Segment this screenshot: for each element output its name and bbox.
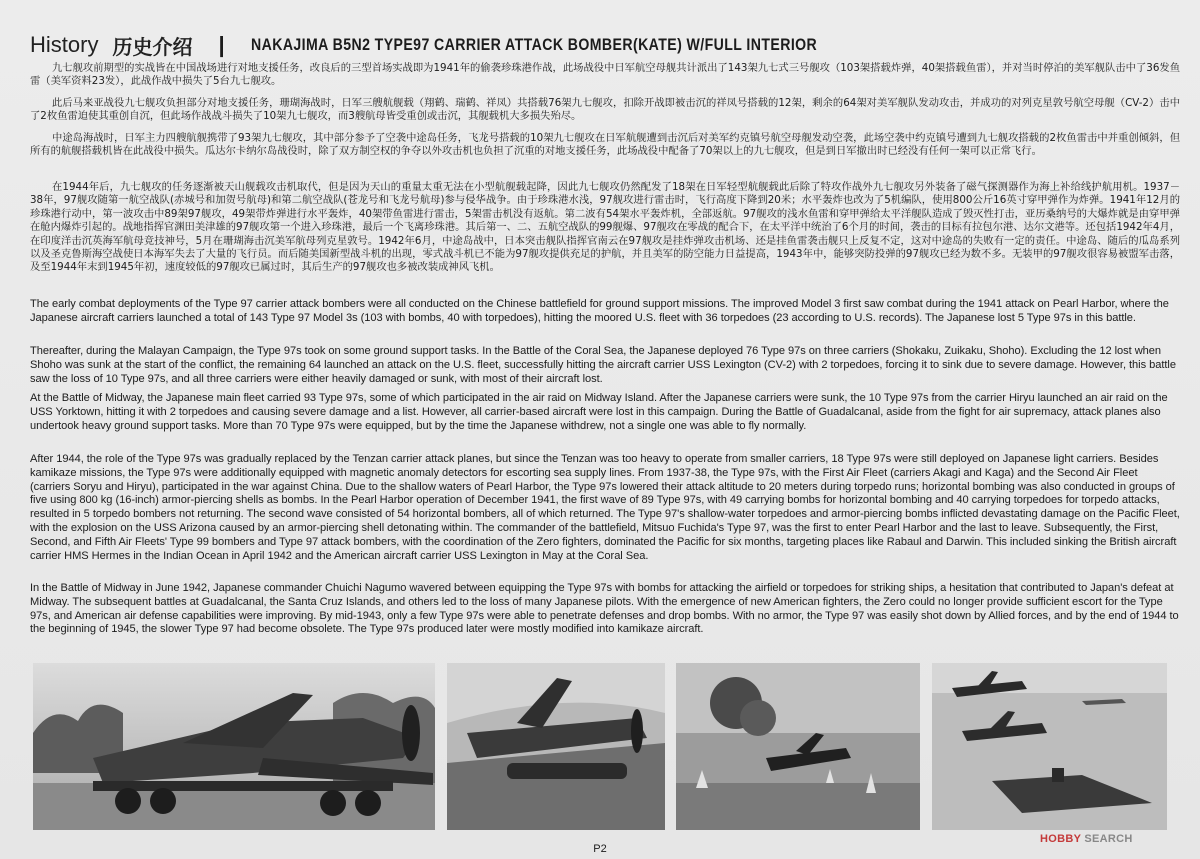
history-heading-en: History [30,32,99,57]
header-separator: | [218,32,225,57]
page-header [30,30,1180,60]
history-heading-cn: 历史介绍 [112,34,193,59]
photo-formation-over-fleet [932,663,1167,830]
en-paragraph-2: Thereafter, during the Malayan Campaign, the Type 97s took on some ground support tasks. In the Battle of the Coral Sea, the Japanese deployed 76 Type 97s on three carriers (Shokaku, Zuikaku, Shoho). Excluding the 12 lost when Shoho was sunk at the start of the conflict, the remaining 64 launched an attack on the U.S. fleet, successfully hitting the aircraft carrier USS Lexington (CV-2) with 2 torpedoes, forcing it to sink due to severe damage. However, this battle saw the loss of 10 Type 97s, and all three carriers were either heavily damaged or sunk, with most of their aircraft lost. [30,345,1176,385]
cn-paragraph-2: 此后马来亚战役九七舰攻负担部分对地支援任务，珊瑚海战时，日军三艘航舰载（翔鹤、瑞鹤、祥凤）共搭载76架九七舰攻，扣除开战即被击沉的祥凤号搭载的12架，剩余的64架对美军舰队发动攻击，并成功的对列克星敦号航空母舰（CV-2）击中了2枚鱼雷迫使其重创自沉，但此场作战战斗损失了10架九七舰攻，而3艘航母皆受重创或击沉，其舰载机大多损失殆尽。 [30,97,1180,123]
en-paragraph-5: In the Battle of Midway in June 1942, Japanese commander Chuichi Nagumo wavered between equipping the Type 97s with bombs for attacking the airfield or torpedoes for striking ships, a hesitation that contributed to Japan's defeat at Midway. The subsequent battles at Guadalcanal, the Santa Cruz Islands, and others led to the loss of many Japanese pilots. With the emergence of new American fighters, the Zero could no longer provide sufficient escort for the Type 97s, and American air defense capabilities were improving. By mid-1943, only a few Type 97s were able to penetrate defenses and drop bombs. With no armor, the Type 97 was easily shot down by Allied forces, and by the end of 1944 to the beginning of 1945, the slower Type 97 had become obsolete. The Type 97s produced later were mostly modified into kamikaze aircraft. [30,582,1179,636]
kit-title: NAKAJIMA B5N2 TYPE97 CARRIER ATTACK BOMBER(KATE) W/FULL INTERIOR [250,35,817,54]
en-paragraph-1: The early combat deployments of the Type 97 carrier attack bombers were all conducted on the Chinese battlefield for ground support missions. The improved Model 3 first saw combat during the 1941 attack on Pearl Harbor, where the Japanese aircraft carriers launched a total of 143 Type 97 Model 3s (103 with bombs, 40 with torpedoes), hitting the moored U.S. fleet with 36 torpedoes (23 according to U.S. records). The Japanese lost 5 Type 97s in this battle. [30,298,1169,324]
watermark-search: SEARCH [1084,833,1133,845]
watermark [1040,833,1133,845]
photo-kate-on-deck [447,663,665,830]
cn-paragraph-1: 九七舰攻前期型的实战皆在中国战场进行对地支援任务，改良后的三型首场实战即为1941年的偷袭珍珠港作战，此场战役中日军航空母舰共计派出了143架九七式三号舰攻（103架搭载炸弹，40架搭载鱼雷），并对当时停泊的美军舰队击中了36发鱼雷（美军资料23发），此战作战中损失了5台九七舰攻。 [30,62,1180,88]
photo-attack-explosions [676,663,920,830]
cn-paragraph-3: 中途岛海战时，日军主力四艘航舰携带了93架九七舰攻，其中部分参予了空袭中途岛任务，飞龙号搭载的10架九七舰攻在日军航舰遭到击沉后对美军约克镇号航空母舰发动空袭，此场空袭中约克镇号遭到九七舰攻搭载的2枚鱼雷击中并重创倾斜，但所有的航舰搭载机皆在此战役中损失。瓜达尔卡纳尔岛战役时，除了双方制空权的争夺以外攻击机也负担了沉重的对地支援任务，此场战役中配备了70架以上的九七舰攻，但是到日军撤出时已经没有任何一架可以正常飞行。 [30,132,1180,158]
en-paragraph-3: At the Battle of Midway, the Japanese main fleet carried 93 Type 97s, some of which participated in the air raid on Midway Island. After the Japanese carriers were sunk, the 10 Type 97s from the carrier Hiryu launched an air raid on the USS Yorktown, hitting it with 2 torpedoes and causing severe damage and a list. However, all carrier-based aircraft were lost in this campaign. During the Battle of Guadalcanal, aside from the fight for air supremacy, attack planes also undertook heavy ground support tasks. More than 70 Type 97s were equipped, but by the time the Japanese withdrew, not a single one was able to fly normally. [30,392,1168,432]
photo-kate-on-trailer [33,663,435,830]
cn-paragraph-4: 在1944年后，九七舰攻的任务逐渐被天山舰载攻击机取代，但是因为天山的重量太重无法在小型航舰载起降，因此九七舰攻仍然配发了18架在日军轻型航舰载此后除了特攻作战外九七舰攻另外装备了磁气探测器作为海上补给线护航用机。1937－38年，97舰攻随第一航空战队(赤城号和加贺号航母)和第二航空战队(苍龙号和飞龙号航母)参与侵华战争。由于珍珠港水浅，97舰攻进行雷击时，飞行高度下降到20米；水平轰炸也改为了5机编队，使用800公斤16英寸穿甲弹作为炸弹。1941年12月的珍珠港行动中，第一波攻击中89架97舰攻，49架带炸弹进行水平轰炸，40架带鱼雷进行雷击，5架雷击机没有返航。第二波有54架水平轰炸机，全部返航。97舰攻的浅水鱼雷和穿甲弹给太平洋舰队造成了毁灭性打击，亚历桑纳号的大爆炸就是由穿甲弹在舱内爆炸引起的。战地指挥官渊田美津雄的97舰攻第一个进入珍珠港，最后一个飞离珍珠港。其后第一、二、五航空战队的99舰爆、97舰攻在零战的配合下，在太平洋中统治了6个月的时间，袭击的目标有拉包尔港、达尔文港等。还包括1942年4月，在印度洋击沉英海军航母竞技神号，5月在珊瑚海击沉美军航母列克星敦号。1942年6月，中途岛战中，日本突击舰队指挥官南云在97舰攻是挂炸弹攻击机场、还是挂鱼雷袭击舰只上反复不定，这对中途岛的失败有一定的责任。中途岛、随后的瓜岛系列以及圣克鲁斯海空战使日本海军失去了大量的飞行员。而后随美国新型战斗机的出现，零式战斗机已不能为97舰攻提供充足的护航，并且美军的防空能力日益提高，1943年中，能够突防投弹的97舰攻已经为数不多。无装甲的97舰攻很容易被盟军击落，及至1944年末到1945年初，速度较低的97舰攻已属过时，其后生产的97舰攻也多被改装成神风飞机。 [30,181,1180,274]
watermark-brand: HOBBY [1040,833,1082,845]
page-number: P2 [593,843,607,855]
en-paragraph-4: After 1944, the role of the Type 97s was gradually replaced by the Tenzan carrier attack planes, but since the Tenzan was too heavy to operate from smaller carriers, 18 Type 97s were still deployed on Japanese light carriers. Besides kamikaze missions, the Type 97s were additionally equipped with magnetic anomaly detectors for escorting sea supply lines. From 1937-38, the Type 97s, with the First Air Fleet (carriers Akagi and Kaga) and the Second Air Fleet (carriers Soryu and Hiryu), participated in the war against China. Due to the shallow waters of Pearl Harbor, the Type 97s lowered their attack altitude to 20 meters during torpedo runs; horizontal bombing was also conducted in groups of five using 800 kg (16-inch) armor-piercing shells as bombs. In the Pearl Harbor operation of December 1941, the first wave of 89 Type 97s, with 49 carrying bombs for horizontal bombing and 40 carrying torpedoes for torpedo attacks, resulted in 5 torpedo bombers not returning. The second wave consisted of 54 horizontal bombers, all of which returned. The Type 97's shallow-water torpedoes and armor-piercing bombs inflicted devastating damage on the Pacific Fleet, with the explosion on the USS Arizona caused by an armor-piercing shell detonating within. The commander of the battlefield, Mitsuo Fuchida's Type 97, was the first to enter Pearl Harbor and the last to leave. Subsequently, the First, Second, and Fifth Air Fleets' Type 99 bombers and Type 97 attack bombers, with the coordination of the Zero fighters, dominated the Pacific for six months, targeting places like Rabaul and Darwin. This included sinking the British aircraft carrier HMS Hermes in the Indian Ocean in April 1942 and the American aircraft carrier USS Lexington in May at the Coral Sea. [30,453,1180,562]
